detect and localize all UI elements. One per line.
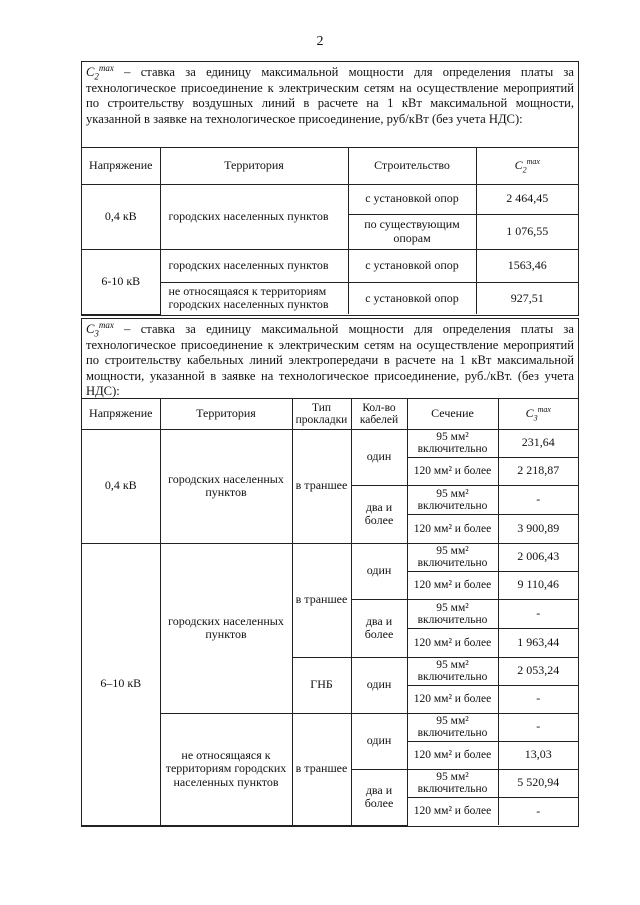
cell-section: 120 мм² и более xyxy=(407,628,498,657)
header-territory: Территория xyxy=(160,399,292,429)
cell-value: 927,51 xyxy=(476,282,578,314)
cell-value: 1563,46 xyxy=(476,249,578,282)
cell-territory: городских населенных пунктов xyxy=(160,184,348,249)
cell-section: 120 мм² и более xyxy=(407,514,498,543)
cell-section: 95 мм² включительно xyxy=(407,769,498,797)
c2-table xyxy=(82,148,578,315)
cell-construction: с установкой опор xyxy=(348,249,476,282)
cell-laying: в траншее xyxy=(292,429,351,543)
cell-section: 95 мм² включительно xyxy=(407,713,498,741)
cell-section: 95 мм² включительно xyxy=(407,657,498,685)
header-rate: $C_2^{max}$ xyxy=(476,148,578,184)
cell-voltage: 0,4 кВ xyxy=(82,184,160,249)
section-c3-intro xyxy=(82,319,578,399)
cell-value: 2 464,45 xyxy=(476,184,578,214)
header-territory: Территория xyxy=(160,148,348,184)
cell-section: 120 мм² и более xyxy=(407,571,498,599)
cell-cables: два и более xyxy=(351,485,407,543)
section-c2 xyxy=(81,61,579,316)
cell-value: 1 076,55 xyxy=(476,214,578,249)
c3-symbol: $C_3^{max}$ xyxy=(86,319,114,339)
cell-voltage: 6-10 кВ xyxy=(82,249,160,314)
cell-value: - xyxy=(498,797,578,825)
cell-cables: один xyxy=(351,713,407,769)
cell-territory: не относящаяся к территориям городских населенных пунктов xyxy=(160,713,292,825)
cell-value: 2 006,43 xyxy=(498,543,578,571)
cell-value: - xyxy=(498,599,578,628)
table-row xyxy=(82,543,578,571)
cell-cables: один xyxy=(351,429,407,485)
cell-territory: городских населенных пунктов xyxy=(160,249,348,282)
c3-intro-text: – ставка за единицу максимальной мощности для определения платы за технологическое присоединение к электрическим сетям на осуществление мероприятий по строительству кабельных линий электропередачи в расчете на 1 кВт максимальной мощности, указанной в заявке на технологическое присоединение, руб./кВт. (без учета НДС): xyxy=(86,322,574,399)
c3-table xyxy=(82,399,578,826)
cell-section: 95 мм² включительно xyxy=(407,485,498,514)
header-construction: Строительство xyxy=(348,148,476,184)
table-header-row xyxy=(82,148,578,184)
cell-value: 9 110,46 xyxy=(498,571,578,599)
table-row xyxy=(82,184,578,214)
table-row xyxy=(82,249,578,282)
cell-value: 2 218,87 xyxy=(498,457,578,485)
c2-intro-text: – ставка за единицу максимальной мощности для определения платы за технологическое присоединение к электрическим сетям на осуществление мероприятий по строительству воздушных линий в расчете на 1 кВт максимальной мощности, указанной в заявке на технологическое присоединение, руб/кВт (без учета НДС): xyxy=(86,65,574,126)
header-voltage: Напряжение xyxy=(82,148,160,184)
cell-cables: два и более xyxy=(351,599,407,657)
cell-cables: два и более xyxy=(351,769,407,825)
cell-section: 120 мм² и более xyxy=(407,457,498,485)
cell-laying: в траншее xyxy=(292,713,351,825)
section-c2-intro xyxy=(82,62,578,148)
table-row xyxy=(82,429,578,457)
section-c3 xyxy=(81,318,579,827)
cell-cables: один xyxy=(351,657,407,713)
cell-section: 120 мм² и более xyxy=(407,685,498,713)
cell-territory: городских населенных пунктов xyxy=(160,543,292,713)
header-laying: Тип прокладки xyxy=(292,399,351,429)
cell-section: 95 мм² включительно xyxy=(407,599,498,628)
cell-voltage: 0,4 кВ xyxy=(82,429,160,543)
cell-territory: городских населенных пунктов xyxy=(160,429,292,543)
cell-section: 95 мм² включительно xyxy=(407,543,498,571)
cell-value: 2 053,24 xyxy=(498,657,578,685)
header-voltage: Напряжение xyxy=(82,399,160,429)
cell-value: 1 963,44 xyxy=(498,628,578,657)
cell-construction: с установкой опор xyxy=(348,282,476,314)
page-number: 2 xyxy=(316,34,324,49)
cell-construction: по существующим опорам xyxy=(348,214,476,249)
cell-value: 3 900,89 xyxy=(498,514,578,543)
cell-cables: один xyxy=(351,543,407,599)
cell-construction: с установкой опор xyxy=(348,184,476,214)
cell-value: 13,03 xyxy=(498,741,578,769)
cell-laying: ГНБ xyxy=(292,657,351,713)
cell-voltage: 6–10 кВ xyxy=(82,543,160,825)
header-rate: $C_3^{max}$ xyxy=(498,399,578,429)
cell-value: 231,64 xyxy=(498,429,578,457)
header-section: Сечение xyxy=(407,399,498,429)
header-cables: Кол-во кабелей xyxy=(351,399,407,429)
cell-section: 120 мм² и более xyxy=(407,797,498,825)
cell-value: - xyxy=(498,713,578,741)
cell-value: - xyxy=(498,485,578,514)
cell-laying: в траншее xyxy=(292,543,351,657)
table-header-row xyxy=(82,399,578,429)
cell-value: - xyxy=(498,685,578,713)
cell-value: 5 520,94 xyxy=(498,769,578,797)
cell-section: 120 мм² и более xyxy=(407,741,498,769)
c2-symbol: $C_2^{max}$ xyxy=(86,62,114,82)
cell-section: 95 мм² включительно xyxy=(407,429,498,457)
cell-territory: не относящаяся к территориям городских населенных пунктов xyxy=(160,282,348,314)
